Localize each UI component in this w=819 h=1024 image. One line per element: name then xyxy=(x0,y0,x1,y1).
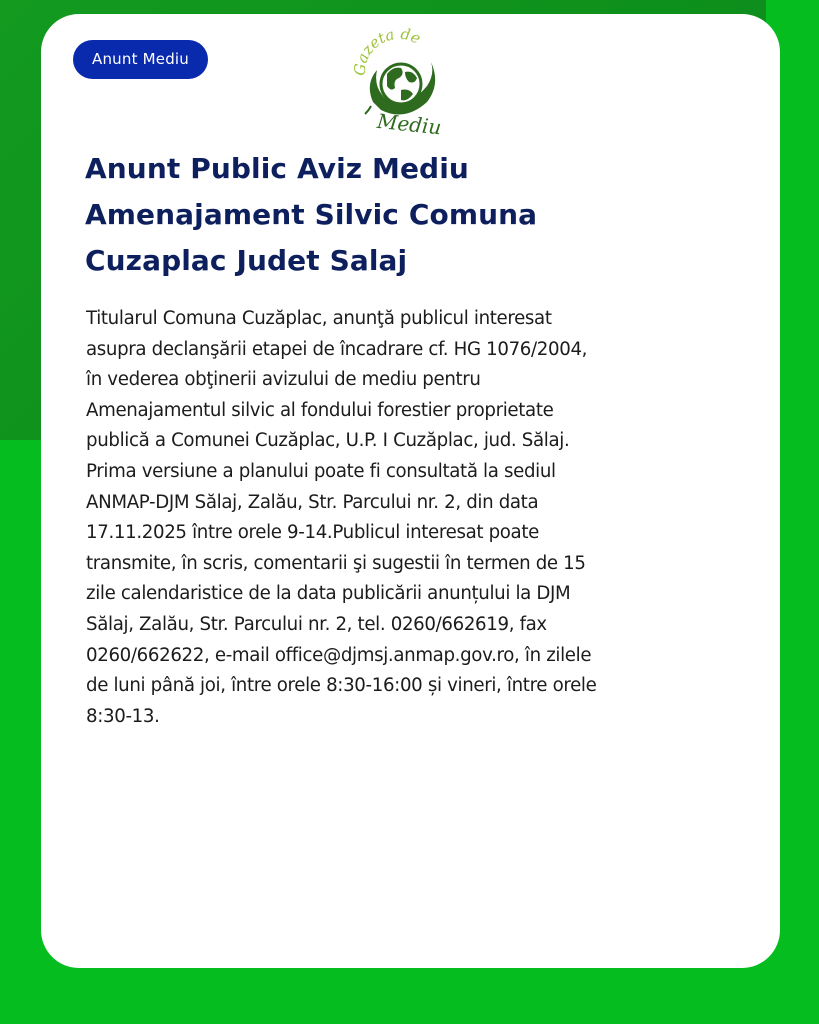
body-line: 17.11.2025 între orele 9-14.Publicul interesat poate xyxy=(86,522,539,544)
body-line: Prima versiune a planului poate fi consultată la sediul xyxy=(86,460,556,482)
body-line: Sălaj, Zalău, Str. Parcului nr. 2, tel. 0260/662619, fax xyxy=(86,613,547,635)
body-line: publică a Comunei Cuzăplac, U.P. I Cuzăplac, jud. Sălaj. xyxy=(86,430,570,452)
body-line: de luni până joi, între orele 8:30-16:00 și vineri, între orele xyxy=(86,675,597,697)
category-badge[interactable]: Anunt Mediu xyxy=(73,40,208,79)
gazeta-de-mediu-logo xyxy=(343,26,453,136)
title-line: Cuzaplac Judet Salaj xyxy=(85,244,408,277)
body-line: 8:30-13. xyxy=(86,705,160,727)
globe-leaf-icon xyxy=(343,26,453,136)
body-line: 0260/662622, e-mail office@djmsj.anmap.gov.ro, în zilele xyxy=(86,644,592,666)
logo-top-text: Gazeta de xyxy=(350,26,424,77)
announcement-card xyxy=(41,14,780,968)
article-body xyxy=(86,304,746,732)
body-line: în vederea obţinerii avizului de mediu pentru xyxy=(86,369,481,391)
title-line: Anunt Public Aviz Mediu xyxy=(85,152,469,185)
title-line: Amenajament Silvic Comuna xyxy=(85,198,538,231)
body-line: Amenajamentul silvic al fondului forestier proprietate xyxy=(86,399,554,421)
article-title xyxy=(85,146,705,284)
body-line: zile calendaristice de la data publicării anunțului la DJM xyxy=(86,583,571,605)
logo-bottom-text: Mediu xyxy=(375,108,443,136)
body-line: asupra declanşării etapei de încadrare cf. HG 1076/2004, xyxy=(86,338,588,360)
body-line: Titularul Comuna Cuzăplac, anunţă publicul interesat xyxy=(86,308,552,329)
body-line: ANMAP-DJM Sălaj, Zalău, Str. Parcului nr. 2, din data xyxy=(86,491,539,513)
body-line: transmite, în scris, comentarii şi sugestii în termen de 15 xyxy=(86,552,586,574)
